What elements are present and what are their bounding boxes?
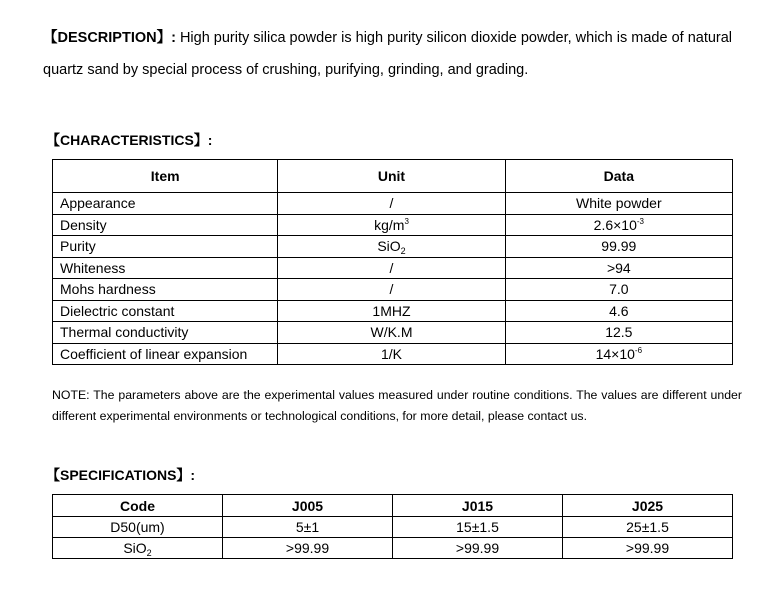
unit-base: kg/m (374, 216, 405, 233)
cell-data: 7.0 (505, 279, 732, 301)
specifications-heading: 【SPECIFICATIONS】: (46, 467, 196, 483)
table-row (53, 343, 733, 365)
cell-value: 5±1 (223, 517, 393, 538)
table-row (53, 236, 733, 258)
label-subscript: 2 (146, 548, 152, 558)
cell-data: >94 (505, 257, 732, 279)
cell-item: Appearance (53, 193, 278, 215)
table-row (53, 214, 733, 236)
description-text: High purity silica powder is high purity silicon dioxide powder, which is made of natural quartz sand by special process of crushing, purifying, grinding, and grading. (43, 30, 733, 78)
cell-value: >99.99 (393, 538, 563, 559)
table-row (53, 300, 733, 322)
cell-value: 25±1.5 (563, 517, 733, 538)
cell-data: 4.6 (505, 300, 732, 322)
header-j015: J015 (393, 495, 563, 517)
table-header-row (53, 160, 733, 193)
data-base: 2.6×10 (593, 216, 637, 233)
cell-item: Coefficient of linear expansion (53, 343, 278, 365)
data-superscript: -6 (634, 345, 643, 355)
data-superscript: -3 (636, 216, 644, 226)
table-row (53, 517, 733, 538)
description-label: 【DESCRIPTION】: (43, 30, 176, 46)
cell-data (505, 343, 732, 365)
description-paragraph (43, 22, 758, 86)
note-paragraph: NOTE: The parameters above are the experimental values measured under routine conditions. The values are different under different experimental environments or technological conditions, for more detail, please contact us. (52, 388, 742, 423)
label-base: SiO (123, 540, 147, 556)
unit-base: SiO (377, 238, 401, 255)
table-row (53, 279, 733, 301)
header-code: Code (53, 495, 223, 517)
cell-data: 12.5 (505, 322, 732, 344)
cell-label: D50(um) (53, 517, 223, 538)
header-unit: Unit (278, 160, 505, 193)
cell-item: Purity (53, 236, 278, 258)
cell-item: Mohs hardness (53, 279, 278, 301)
unit-subscript: 2 (400, 246, 406, 257)
cell-unit: / (278, 257, 505, 279)
cell-item: Dielectric constant (53, 300, 278, 322)
header-item: Item (53, 160, 278, 193)
table-row (53, 538, 733, 559)
header-data: Data (505, 160, 732, 193)
cell-unit (278, 236, 505, 258)
cell-item: Whiteness (53, 257, 278, 279)
cell-value: 15±1.5 (393, 517, 563, 538)
unit-superscript: 3 (404, 216, 409, 226)
cell-unit: 1MHZ (278, 300, 505, 322)
cell-value: >99.99 (223, 538, 393, 559)
header-j005: J005 (223, 495, 393, 517)
table-header-row (53, 495, 733, 517)
cell-data (505, 214, 732, 236)
table-row (53, 322, 733, 344)
cell-unit: 1/K (278, 343, 505, 365)
cell-unit: / (278, 279, 505, 301)
specifications-table (52, 494, 733, 559)
cell-item: Density (53, 214, 278, 236)
cell-unit: / (278, 193, 505, 215)
data-base: 14×10 (595, 345, 635, 362)
table-row (53, 193, 733, 215)
cell-item: Thermal conductivity (53, 322, 278, 344)
cell-unit: W/K.M (278, 322, 505, 344)
characteristics-table (52, 159, 733, 365)
cell-data: White powder (505, 193, 732, 215)
table-row (53, 257, 733, 279)
header-j025: J025 (563, 495, 733, 517)
characteristics-heading: 【CHARACTERISTICS】: (46, 132, 213, 148)
cell-value: >99.99 (563, 538, 733, 559)
cell-data: 99.99 (505, 236, 732, 258)
cell-unit (278, 214, 505, 236)
cell-label (53, 538, 223, 559)
